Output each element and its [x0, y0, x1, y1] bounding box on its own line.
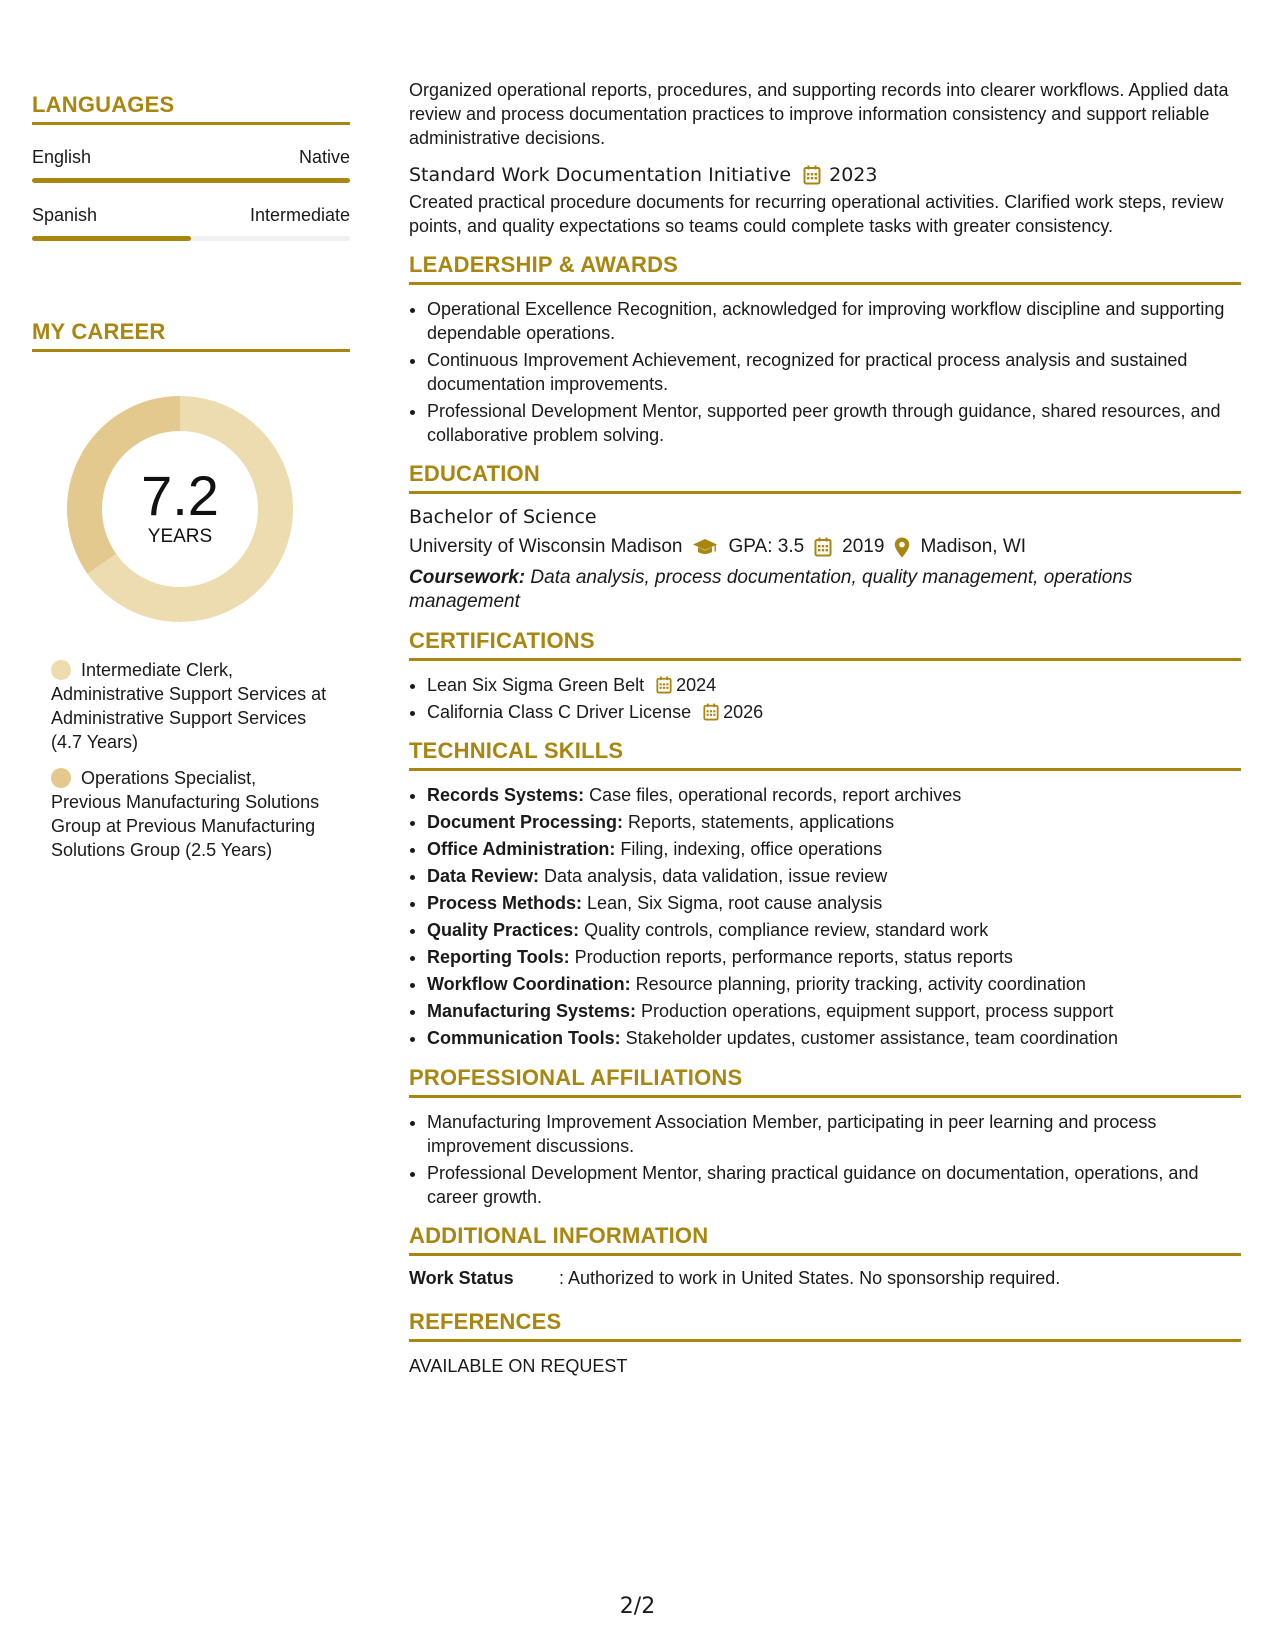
list-item: • Continuous Improvement Achievement, recognized for practical process analysis and sustained documentation improvements. — [427, 348, 1241, 396]
map-pin-icon — [894, 537, 910, 558]
languages-heading: LANGUAGES — [32, 92, 350, 125]
technical-skills-list — [409, 783, 1241, 1051]
list-item: • Professional Development Mentor, supported peer growth through guidance, shared resources, and collaborative problem solving. — [427, 399, 1241, 447]
language-english — [32, 147, 350, 183]
education-coursework — [409, 566, 1241, 614]
skill-label: Communication Tools: — [427, 1028, 621, 1048]
education-details — [409, 536, 1241, 558]
education-heading: EDUCATION — [409, 461, 1241, 494]
calendar-icon — [814, 537, 832, 557]
calendar-icon — [803, 165, 821, 185]
certification-year: 2026 — [723, 702, 764, 722]
career-legend — [51, 658, 331, 862]
work-status-label: Work Status — [409, 1268, 514, 1288]
language-level-fill — [32, 236, 191, 241]
skill-label: Reporting Tools: — [427, 947, 570, 967]
references-text: AVAILABLE ON REQUEST — [409, 1356, 628, 1376]
project-description: Created practical procedure documents for recurring operational activities. Clarified work steps, review points, and quality expectations so teams could complete tasks with greater consistency. — [409, 192, 1224, 236]
skill-value: Stakeholder updates, customer assistance, team coordination — [620, 1028, 1118, 1048]
certification-name: • Lean Six Sigma Green Belt — [427, 675, 645, 695]
language-spanish — [32, 205, 350, 241]
calendar-icon — [656, 676, 672, 694]
skill-value: Production operations, equipment support, process support — [636, 1001, 1114, 1021]
skill-label: Manufacturing Systems: — [427, 1001, 637, 1021]
leadership-list — [409, 297, 1241, 447]
language-level: Intermediate — [249, 205, 350, 225]
education-location: Madison, WI — [920, 536, 1027, 557]
work-status-row — [409, 1268, 1241, 1289]
education-degree: Bachelor of Science — [409, 506, 597, 528]
project-title: Standard Work Documentation Initiative — [409, 164, 792, 186]
career-donut-chart — [65, 394, 295, 624]
skill-value: Case files, operational records, report archives — [584, 785, 962, 805]
experience-summary: Organized operational reports, procedures, and supporting records into clearer workflows. Applied data review and process documentation practices to improve information consistency and support reliable administrative decisions. — [409, 80, 1229, 148]
leadership-heading: LEADERSHIP & AWARDS — [409, 252, 1241, 285]
education-year: 2019 — [842, 536, 885, 557]
skill-item — [427, 1026, 1241, 1051]
skill-value: Production reports, performance reports, status reports — [569, 947, 1013, 967]
skill-label: Workflow Coordination: — [427, 974, 631, 994]
language-level-bar — [32, 236, 350, 241]
language-name: Spanish — [32, 205, 98, 225]
skill-item — [427, 783, 1241, 808]
education-gpa: GPA: 3.5 — [728, 536, 805, 557]
career-legend-text: Operations Specialist, Previous Manufacturing Solutions Group at Previous Manufacturing Solutions Group (2.5 Years) — [51, 768, 320, 860]
legend-dot — [51, 660, 71, 680]
skill-label: Office Administration: — [427, 839, 616, 859]
certification-name: • California Class C Driver License — [427, 702, 692, 722]
certification-year: 2024 — [676, 675, 717, 695]
technical-skills-heading: TECHNICAL SKILLS — [409, 738, 1241, 771]
project-year: 2023 — [829, 164, 878, 186]
work-status-value: : Authorized to work in United States. No sponsorship required. — [559, 1268, 1061, 1288]
skill-item — [427, 972, 1241, 997]
coursework-text: Data analysis, process documentation, quality management, operations management — [409, 567, 1133, 612]
skill-value: Reports, statements, applications — [623, 812, 895, 832]
language-level-fill — [32, 178, 350, 183]
graduation-cap-icon — [692, 538, 718, 556]
skill-value: Data analysis, data validation, issue review — [539, 866, 888, 886]
certifications-list — [409, 673, 1241, 724]
skill-value: Filing, indexing, office operations — [615, 839, 883, 859]
career-legend-item — [51, 658, 331, 754]
career-total-years: 7.2 — [141, 464, 219, 527]
references-heading: REFERENCES — [409, 1309, 1241, 1342]
language-name: English — [32, 147, 92, 167]
sidebar — [32, 92, 350, 874]
affiliations-list — [409, 1110, 1241, 1209]
skill-item — [427, 999, 1241, 1024]
project-heading — [409, 164, 1241, 186]
skill-item — [427, 864, 1241, 889]
legend-dot — [51, 768, 71, 788]
skill-item — [427, 891, 1241, 916]
list-item: • Operational Excellence Recognition, acknowledged for improving workflow discipline and supporting dependable operations. — [427, 297, 1241, 345]
skill-label: Quality Practices: — [427, 920, 580, 940]
skill-label: Document Processing: — [427, 812, 624, 832]
career-heading: MY CAREER — [32, 319, 350, 352]
skill-label: Records Systems: — [427, 785, 585, 805]
skill-item — [427, 918, 1241, 943]
certifications-heading: CERTIFICATIONS — [409, 628, 1241, 661]
skill-item — [427, 945, 1241, 970]
coursework-label: Coursework: — [409, 567, 526, 588]
main-column — [409, 78, 1241, 1378]
skill-item — [427, 837, 1241, 862]
certification-item — [427, 673, 1241, 697]
skill-label: Data Review: — [427, 866, 540, 886]
education-school: University of Wisconsin Madison — [409, 536, 683, 557]
career-legend-text: Intermediate Clerk, Administrative Support Services at Administrative Support Services (4.7 Years) — [51, 660, 327, 752]
list-item: • Professional Development Mentor, sharing practical guidance on documentation, operations, and career growth. — [427, 1161, 1241, 1209]
skill-value: Resource planning, priority tracking, activity coordination — [630, 974, 1086, 994]
language-level-bar — [32, 178, 350, 183]
calendar-icon — [703, 703, 719, 721]
additional-info-heading: ADDITIONAL INFORMATION — [409, 1223, 1241, 1256]
skill-value: Lean, Six Sigma, root cause analysis — [582, 893, 883, 913]
skill-label: Process Methods: — [427, 893, 583, 913]
skill-item — [427, 810, 1241, 835]
list-item: • Manufacturing Improvement Association Member, participating in peer learning and process improvement discussions. — [427, 1110, 1241, 1158]
career-legend-item — [51, 766, 331, 862]
page-number: 2/2 — [619, 1594, 656, 1619]
affiliations-heading: PROFESSIONAL AFFILIATIONS — [409, 1065, 1241, 1098]
certification-item — [427, 700, 1241, 724]
language-level: Native — [298, 147, 350, 167]
career-total-unit: YEARS — [147, 526, 213, 547]
skill-value: Quality controls, compliance review, standard work — [579, 920, 989, 940]
